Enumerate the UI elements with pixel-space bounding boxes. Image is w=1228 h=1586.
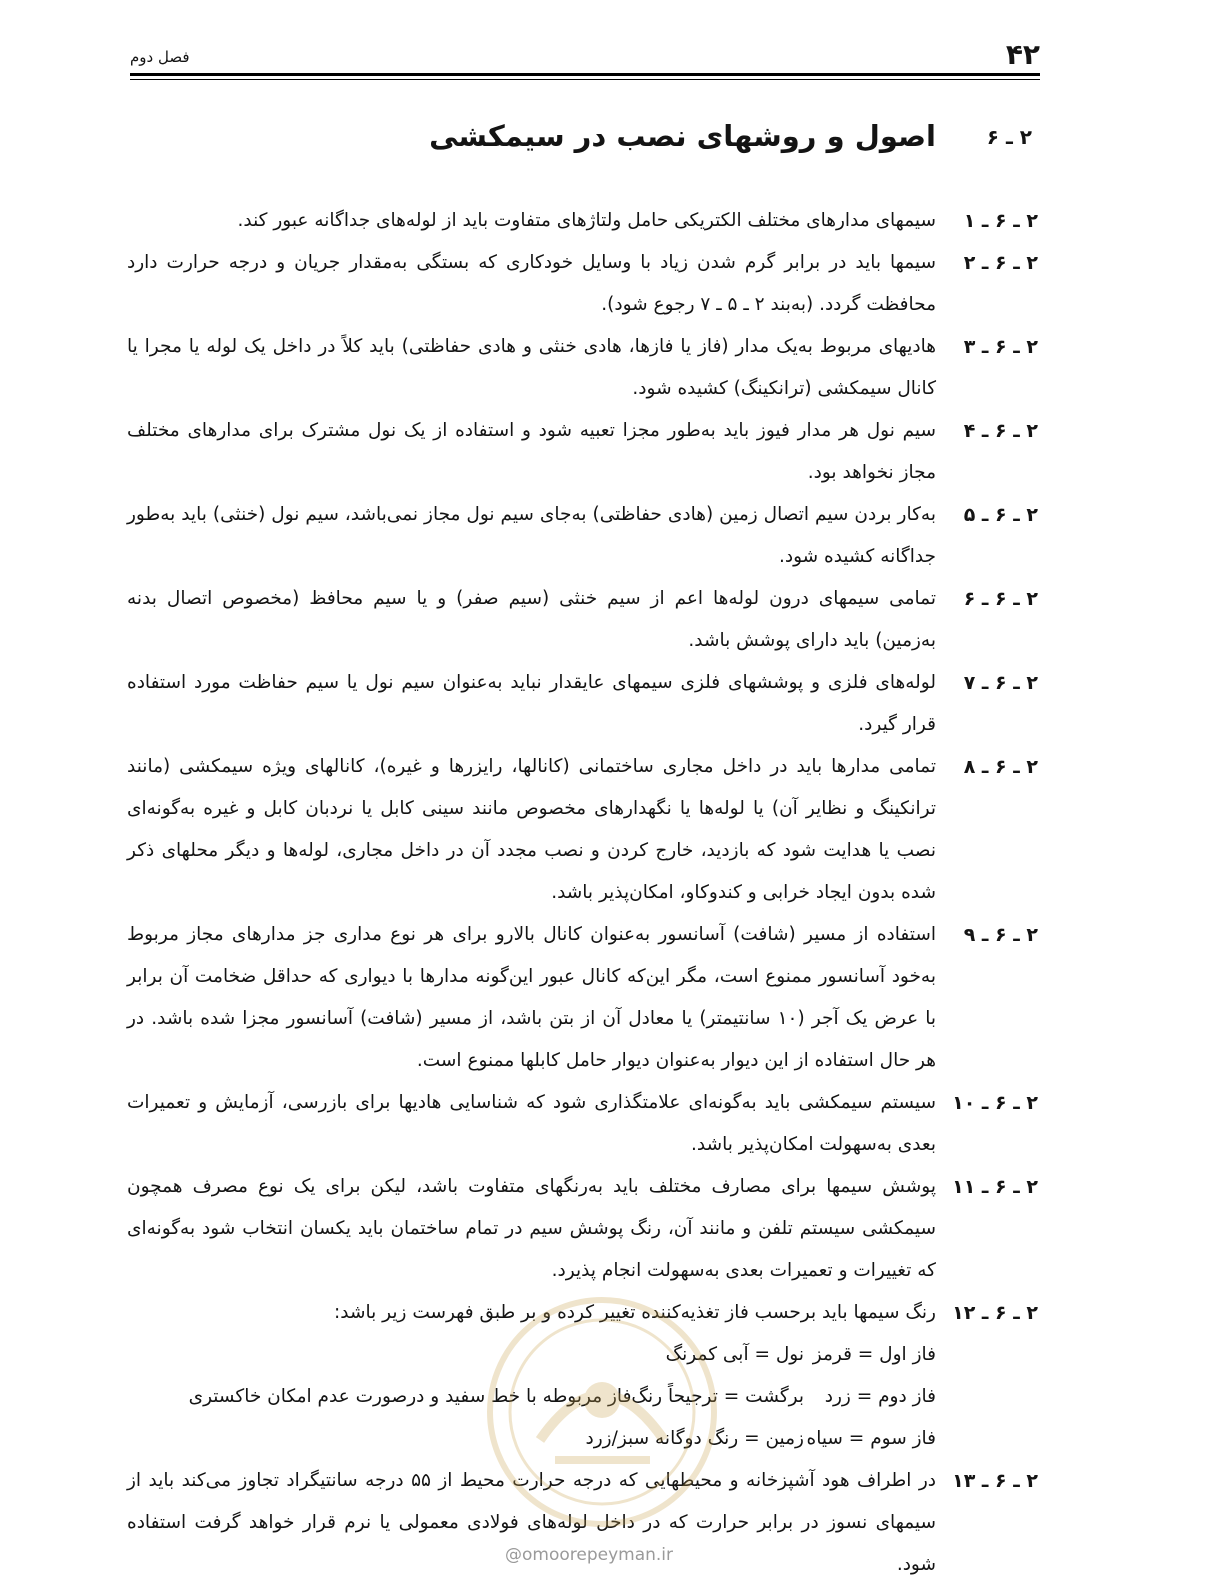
conductor-color: نول = آبی کمرنگ — [665, 1344, 804, 1365]
clause — [127, 1460, 1038, 1586]
clause-text: سیمها باید در برابر گرم شدن زیاد با وسایل خودکاری که بستگی به‌مقدار جریان و درجه حرارت دارد محافظت گردد. (به‌بند ۲ ـ ۵ ـ ۷ رجوع شود). — [127, 252, 936, 315]
clause-list — [127, 200, 1038, 1586]
clause — [127, 242, 1038, 326]
header-rule-thick — [130, 73, 1040, 76]
page-number: ۴۲ — [1005, 38, 1040, 71]
section-title: اصول و روشهای نصب در سیمکشی — [429, 119, 936, 153]
clause-number: ۲ ـ ۶ ـ ۱۲ — [952, 1302, 1038, 1324]
section-number: ۲ ـ ۶ — [986, 125, 1032, 149]
clause-text: پوشش سیمها برای مصارف مختلف باید به‌رنگهای متفاوت باشد، لیکن برای یک نوع مصرف همچون سیمکشی سیستم تلفن و مانند آن، رنگ پوشش سیم در تمام ساختمان باید یکسان انتخاب شود به‌گونه‌ای که تغییرات و تعمیرات بعدی به‌سهولت انجام پذیرد. — [127, 1176, 936, 1281]
clause — [127, 1166, 1038, 1292]
clause-number: ۲ ـ ۶ ـ ۹ — [963, 924, 1038, 946]
clause-number: ۲ ـ ۶ ـ ۵ — [963, 504, 1038, 526]
clause-text: سیستم سیمکشی باید به‌گونه‌ای علامتگذاری شود که شناسایی هادیها برای بازرسی، آزمایش و تعمیرات بعدی به‌سهولت امکان‌پذیر باشد. — [127, 1092, 936, 1155]
clause-number: ۲ ـ ۶ ـ ۳ — [963, 336, 1038, 358]
clause — [127, 410, 1038, 494]
clause-number: ۲ ـ ۶ ـ ۱ — [963, 210, 1038, 232]
header-rule-thin — [130, 79, 1040, 80]
clause-text: هادیهای مربوط به‌یک مدار (فاز یا فازها، هادی خنثی و هادی حفاظتی) باید کلاً در داخل یک لوله یا مجرا یا کانال سیمکشی (ترانکینگ) کشیده شود. — [127, 336, 936, 399]
clause-text: به‌کار بردن سیم اتصال زمین (هادی حفاظتی) به‌جای سیم نول مجاز نمی‌باشد، سیم نول (خنثی) باید به‌طور جداگانه کشیده شود. — [127, 504, 936, 567]
conductor-color: زمین = رنگ دوگانه سبز/زرد — [585, 1428, 804, 1449]
clause-number: ۲ ـ ۶ ـ ۸ — [963, 756, 1038, 778]
color-table-row — [127, 1334, 936, 1376]
conductor-color: برگشت = ترجیحاً رنگ‌فاز مربوطه با خط سفید و درصورت عدم امکان خاکستری — [188, 1386, 804, 1407]
clause-text: لوله‌های فلزی و پوششهای فلزی سیمهای عایقدار نباید به‌عنوان سیم نول یا سیم حفاظت مورد استفاده قرار گیرد. — [127, 672, 936, 735]
clause — [127, 1082, 1038, 1166]
clause — [127, 662, 1038, 746]
clause-number: ۲ ـ ۶ ـ ۴ — [963, 420, 1038, 442]
clause-text: سیمهای مدارهای مختلف الکتریکی حامل ولتاژهای متفاوت باید از لوله‌های جداگانه عبور کند. — [237, 210, 936, 231]
page-header — [130, 40, 1040, 80]
clause-number: ۲ ـ ۶ ـ ۱۳ — [952, 1470, 1038, 1492]
clause — [127, 494, 1038, 578]
wire-color-table — [127, 1334, 936, 1460]
clause-text: رنگ سیمها باید برحسب فاز تغذیه‌کننده تغییر کرده و بر طبق فهرست زیر باشد: — [334, 1302, 936, 1323]
clause — [127, 326, 1038, 410]
section-heading — [130, 110, 1040, 166]
clause-text: در اطراف هود آشپزخانه و محیطهایی که درجه حرارت محیط از ۵۵ درجه سانتیگراد تجاوز می‌کند باید از سیمهای نسوز در برابر حرارت که در داخل لوله‌های فولادی معمولی یا نرم قرار خواهد گرفت استفاده شود. — [127, 1470, 936, 1575]
clause-text: تمامی سیمهای درون لوله‌ها اعم از سیم خنثی (سیم صفر) و یا سیم محافظ (مخصوص اتصال بدنه به‌زمین) باید دارای پوشش باشد. — [127, 588, 936, 651]
clause-number: ۲ ـ ۶ ـ ۱۰ — [952, 1092, 1038, 1114]
phase-color: فاز سوم = سیاه — [806, 1428, 936, 1449]
clause-number: ۲ ـ ۶ ـ ۱۱ — [952, 1176, 1038, 1198]
phase-color: فاز دوم = زرد — [824, 1386, 936, 1407]
watermark-url: @omoorepeyman.ir — [505, 1545, 674, 1565]
clause-text: تمامی مدارها باید در داخل مجاری ساختمانی (کانالها، رایزرها و غیره)، کانالهای ویژه سیمکشی (مانند ترانکینگ و نظایر آن) یا لوله‌ها یا نگهدارهای مخصوص مانند سینی کابل یا نردبان کابل و غیره به‌گونه‌ای نصب یا هدایت شود که بازدید، خارج کردن و نصب مجدد آن در داخل مجاری، لوله‌ها و دیگر محلهای ذکر شده بدون ایجاد خرابی و کندوکاو، امکان‌پذیر باشد. — [127, 756, 936, 903]
clause-text: استفاده از مسیر (شافت) آسانسور به‌عنوان کانال بالارو برای هر نوع مداری جز مدارهای مجاز مربوط به‌خود آسانسور ممنوع است، مگر این‌که کانال عبور این‌گونه مدارها با دیواری که حداقل ضخامت آن برابر با عرض یک آجر (۱۰ سانتیمتر) یا معادل آن از بتن باشد، از مسیر (شافت) آسانسور مجزا شده باشد. در هر حال استفاده از این دیوار به‌عنوان دیوار حامل کابلها ممنوع است. — [127, 924, 936, 1071]
clause-number: ۲ ـ ۶ ـ ۲ — [963, 252, 1038, 274]
clause-number: ۲ ـ ۶ ـ ۷ — [963, 672, 1038, 694]
color-table-row — [127, 1418, 936, 1460]
color-table-row — [127, 1376, 936, 1418]
clause — [127, 578, 1038, 662]
clause — [127, 746, 1038, 914]
clause-number: ۲ ـ ۶ ـ ۶ — [963, 588, 1038, 610]
running-head: فصل دوم — [130, 48, 190, 66]
phase-color: فاز اول = قرمز — [812, 1344, 936, 1365]
clause-text: سیم نول هر مدار فیوز باید به‌طور مجزا تعبیه شود و استفاده از یک نول مشترک برای مدارهای مختلف مجاز نخواهد بود. — [127, 420, 936, 483]
clause — [127, 200, 1038, 242]
clause — [127, 914, 1038, 1082]
clause — [127, 1292, 1038, 1334]
